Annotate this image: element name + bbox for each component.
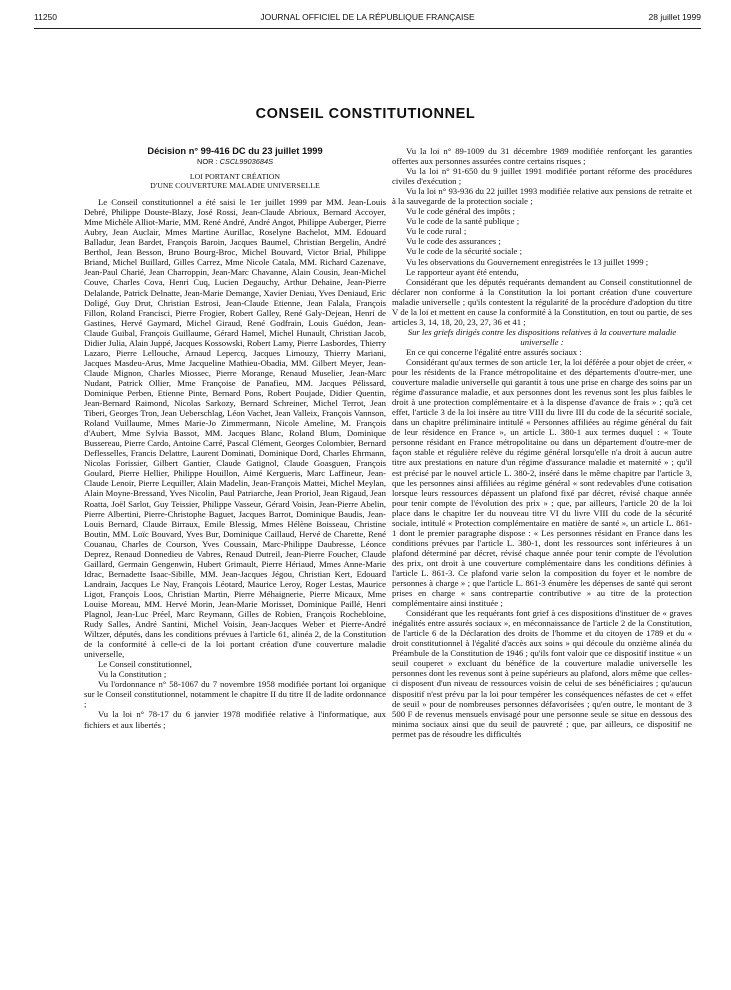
right-column	[392, 146, 692, 739]
paragraph: Considérant que les requérants font grief à ces dispositions d'instituer de « graves inégalités entre assurés sociaux », en méconnaissance de l'article 2 de la Constitution, de l'article 6 de la Déclaration des droits de l'homme et du citoyen de 1789 et du « droit constitutionnel à l'égalité d'accès aux soins » qui découle du onzième alinéa du Préambule de la Constitution de 1946 ; qu'ils font valoir que ce dispositif institue « un seuil couperet » excluant du bénéfice de la couverture maladie universelle les personnes dont les revenus sont à peine supérieurs au plafond, alors même que celles-ci disposent d'un niveau de ressources voisin de celui de ses bénéficiaires ; qu'aucun dispositif n'est prévu par la loi pour tempérer les conséquences néfastes de cet « effet de seuil » pour de nombreuses personnes défavorisées ; qu'en outre, le montant de 3 500 F de revenus mensuels envisagé pour une personne seule se situe en dessous des minima sociaux ainsi que du seuil de pauvreté ; que, par ailleurs, ce dispositif ne permet pas de résoudre les difficultés	[392, 608, 692, 739]
paragraph: Vu la loi n° 78-17 du 6 janvier 1978 modifiée relative à l'informatique, aux fichiers et aux libertés ;	[84, 709, 386, 730]
paragraph: Le Conseil constitutionnel a été saisi le 1er juillet 1999 par MM. Jean-Louis Debré, Philippe Douste-Blazy, José Rossi, Jean-Claude Abrioux, Bernard Accoyer, Mme Michèle Alliot-Marie, MM. René André, André Angot, Philippe Auberger, Pierre Aubry, Jean Auclair, Mmes Martine Aurillac, Roselyne Bachelot, MM. Edouard Balladur, Jean Bardet, François Baroin, Jacques Baumel, Christian Bergelin, André Berthol, Jean Besson, Bruno Bourg-Broc, Michel Bouvard, Victor Brial, Philippe Briand, Michel Buillard, Gilles Carrez, Mme Nicole Catala, MM. Richard Cazenave, Jean-Paul Charié, Jean Charroppin, Jean-Marc Chavanne, Alain Cousin, Jean-Michel Couve, Charles Cova, Henri Cuq, Lucien Degauchy, Arthur Dehaine, Jean-Pierre Delalande, Patrick Delnatte, Jean-Marie Demange, Xavier Deniau, Yves Deniaud, Eric Doligé, Guy Drut, Christian Estrosi, Jean-Claude Etienne, Jean Falala, François Fillon, Roland Francisci, Pierre Frogier, Robert Galley, René Galy-Dejean, Henri de Gastines, Hervé Gaymard, Michel Giraud, René Godfrain, Louis Guédon, Jean-Claude Guibal, François Guillaume, Gérard Hamel, Michel Hunault, Christian Jacob, Didier Julia, Alain Juppé, Jacques Kossowski, Robert Lamy, Pierre Lasbordes, Thierry Lazaro, Pierre Lellouche, Arnaud Lepercq, Jacques Limouzy, Thierry Mariani, Jacques Masdeu-Arus, Mme Jacqueline Mathieu-Obadia, MM. Gilbert Meyer, Jean-Claude Mignon, Charles Miossec, Pierre Morange, Renaud Muselier, Jean-Marc Nudant, Patrick Ollier, Mme Françoise de Panafieu, MM. Jacques Pélissard, Dominique Perben, Etienne Pinte, Bernard Pons, Robert Poujade, Didier Quentin, Jean-Bernard Raimond, Nicolas Sarkozy, Bernard Schreiner, Michel Terrot, Jean Tiberi, Georges Tron, Jean Ueberschlag, Léon Vachet, Jean Valleix, François Vannson, Roland Vuillaume, Mmes Marie-Jo Zimmermann, Nicole Ameline, M. François d'Aubert, Mme Sylvia Bassot, MM. Jacques Blanc, Roland Blum, Dominique Bussereau, Pierre Cardo, Antoine Carré, Pascal Clément, Georges Colombier, Bernard Deflesselles, Francis Delattre, Laurent Dominati, Dominique Dord, Charles Ehrmann, Nicolas Forissier, Gilbert Gantier, Claude Gatignol, Claude Goasguen, François Goulard, Pierre Hellier, Philippe Houillon, Aimé Kergueris, Marc Laffineur, Jean-Claude Lenoir, Pierre Lequiller, Alain Madelin, Jean-François Mattei, Michel Meylan, Alain Moyne-Bressand, Yves Nicolin, Paul Patriarche, Jean Proriol, Jean Rigaud, Jean Roatta, Joël Sarlot, Guy Teissier, Philippe Vasseur, Gérard Voisin, Jean-Pierre Abelin, Pierre Albertini, Pierre-Christophe Baguet, Jacques Barrot, Dominique Baudis, Jean-Louis Bernard, Claude Birraux, Emile Blessig, Mmes Hélène Boisseau, Christine Boutin, MM. Loïc Bouvard, Yves Bur, Dominique Caillaud, Hervé de Charette, René Couanau, Charles de Courson, Yves Coussain, Marc-Philippe Daubresse, Léonce Deprez, Renaud Donnedieu de Vabres, Renaud Dutreil, Jean-Pierre Foucher, Claude Gaillard, Germain Gengenwin, Hubert Grimault, Pierre Hériaud, Mmes Anne-Marie Idrac, Bernadette Isaac-Sibille, MM. Jean-Jacques Jégou, Christian Kert, Edouard Landrain, Jacques Le Nay, François Léotard, Maurice Leroy, Roger Lestas, Maurice Ligot, François Loos, Christian Martin, Pierre Méhaignerie, Pierre Micaux, Mme Louise Moreau, MM. Hervé Morin, Jean-Marie Morisset, Dominique Paillé, Henri Plagnol, Jean-Luc Préel, Marc Reymann, Gilles de Robien, François Rochebloine, Rudy Salles, André Santini, Michel Voisin, Jean-Jacques Weber et Pierre-André Wiltzer, députés, dans les conditions prévues à l'article 61, alinéa 2, de la Constitution de la conformité à celle-ci de la loi portant création d'une couverture maladie universelle,	[84, 197, 386, 660]
nor-reference	[84, 157, 386, 167]
paragraph: Le rapporteur ayant été entendu,	[406, 266, 519, 277]
paragraph: Vu la loi n° 89-1009 du 31 décembre 1989 modifiée renforçant les garanties offertes aux personnes assurées contre certains risques ;	[392, 146, 692, 167]
nor-code: CSCL9903684S	[219, 157, 273, 167]
paragraph: Vu le code des assurances ;	[406, 236, 501, 247]
law-title-line-2: D'UNE COUVERTURE MALADIE UNIVERSELLE	[150, 181, 320, 191]
paragraph: Le Conseil constitutionnel,	[98, 659, 192, 670]
paragraph: Vu la loi n° 91-650 du 9 juillet 1991 modifiée portant réforme des procédures civiles d'exécution ;	[392, 166, 692, 187]
paragraph: Vu l'ordonnance n° 58-1067 du 7 novembre 1958 modifiée portant loi organique sur le Conseil constitutionnel, notamment le chapitre II du titre II de ladite ordonnance ;	[84, 679, 386, 710]
paragraph: Considérant que les députés requérants demandent au Conseil constitutionnel de déclarer non conforme à la Constitution la loi portant création d'une couverture maladie universelle ; qu'ils contestent la régularité de la procédure d'adoption du titre V de la loi et mettent en cause la conformité à la Constitution, en tout ou partie, de ses articles 3, 14, 18, 20, 23, 27, 36 et 41 ;	[392, 276, 692, 327]
section-heading: Sur les griefs dirigés contre les dispositions relatives à la couverture maladie universelle :	[407, 326, 677, 347]
paragraph: Vu le code rural ;	[406, 226, 467, 237]
page-title: CONSEIL CONSTITUTIONNEL	[255, 106, 476, 122]
paragraph: Vu le code de la santé publique ;	[406, 216, 520, 227]
paragraph: Vu les observations du Gouvernement enregistrées le 13 juillet 1999 ;	[406, 256, 649, 267]
header-rule	[34, 28, 701, 29]
journal-name: JOURNAL OFFICIEL DE LA RÉPUBLIQUE FRANÇAISE	[260, 12, 475, 22]
page-number: 11250	[34, 12, 58, 22]
paragraph: En ce qui concerne l'égalité entre assurés sociaux :	[406, 346, 582, 357]
law-title	[84, 172, 386, 190]
left-column	[84, 146, 386, 730]
paragraph: Vu le code général des impôts ;	[406, 206, 516, 217]
publication-date: 28 juillet 1999	[648, 12, 701, 22]
decision-title: Décision n° 99-416 DC du 23 juillet 1999	[147, 146, 323, 156]
paragraph: Vu la loi n° 93-936 du 22 juillet 1993 modifiée relative aux pensions de retraite et à la sauvegarde de la protection sociale ;	[392, 186, 692, 207]
paragraph: Considérant qu'aux termes de son article 1er, la loi déférée a pour objet de créer, « pour les résidents de la France métropolitaine et des départements d'outre-mer, une couverture maladie universelle qui garantit à tous une prise en charge des soins par un régime d'assurance maladie, et aux personnes dont les revenus sont les plus faibles le droit à une protection complémentaire et à la dispense d'avance de frais » ; qu'à cet effet, l'article 3 de la loi insère au titre VIII du livre III du code de la sécurité sociale, dans un chapitre préliminaire intitulé « Personnes affiliées au régime général du fait de leur résidence en France », un article L. 380-1 aux termes duquel : « Toute personne résidant en France métropolitaine ou dans un département d'outre-mer de façon stable et régulière relève du régime général lorsqu'elle n'a droit à aucun autre titre aux prestations en nature d'un régime d'assurance maladie et maternité » ; qu'il est précisé par le nouvel article L. 380-2, inséré dans le même chapitre par l'article 3, que les personnes ainsi affiliées au régime général « sont redevables d'une cotisation lorsque leurs ressources dépassent un plafond fixé par décret, révisé chaque année pour tenir compte de l'évolution des prix » ; que, par ailleurs, l'article 20 de la loi place dans le chapitre Ier du nouveau titre VI du livre VIII du code de la sécurité sociale, intitulé « Protection complémentaire en matière de santé », un article L. 861-1 dont le premier paragraphe dispose : « Les personnes résidant en France dans les conditions prévues par l'article L. 380-1, dont les ressources sont inférieures à un plafond déterminé par décret, révisé chaque année pour tenir compte de l'évolution des prix, ont droit à une couverture complémentaire dans les conditions définies à l'article L. 861-3. Ce plafond varie selon la composition du foyer et le nombre de personnes à charge » ; que l'article L. 861-3 énumère les dépenses de santé qui seront prises en charge « sans contrepartie contributive » au titre de la protection complémentaire ainsi instituée ;	[392, 356, 692, 609]
paragraph: Vu le code de la sécurité sociale ;	[406, 246, 522, 257]
page-header	[34, 12, 701, 26]
paragraph: Vu la Constitution ;	[98, 669, 167, 680]
nor-label: NOR :	[196, 157, 218, 167]
law-title-line-1: LOI PORTANT CRÉATION	[189, 172, 281, 182]
